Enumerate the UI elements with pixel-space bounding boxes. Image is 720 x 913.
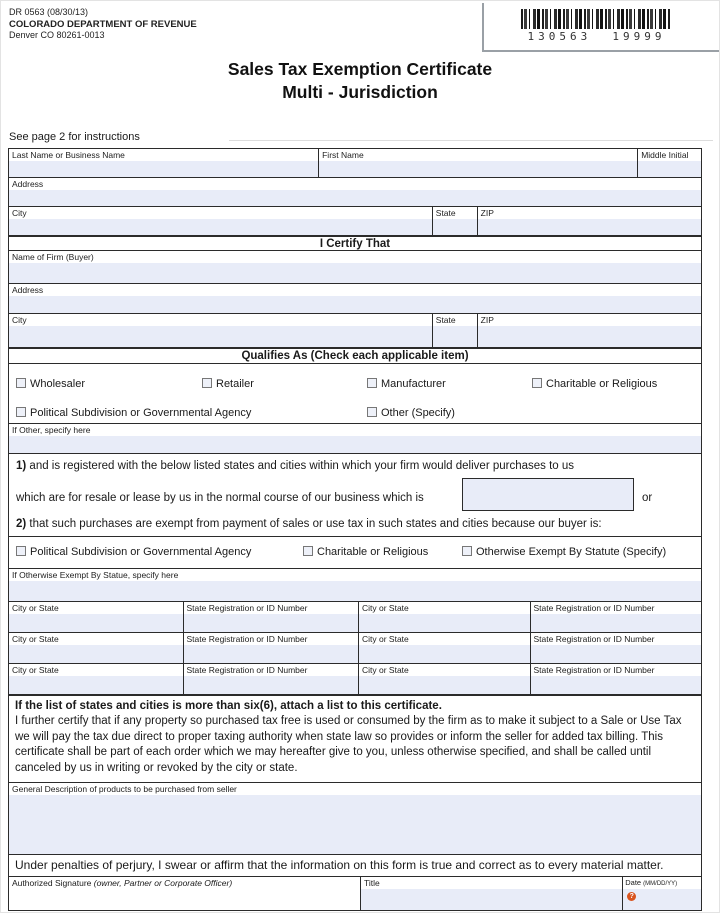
statements-row (9, 454, 701, 537)
firm-state-field[interactable] (433, 314, 478, 347)
firm-city-label: City (12, 315, 27, 325)
firm-zip-field[interactable] (478, 314, 701, 347)
city-state-label: City or State (12, 603, 59, 613)
statement-2-number: 2) (16, 518, 27, 530)
city-state-input[interactable] (9, 614, 183, 632)
certify-header: I Certify That (319, 238, 391, 250)
registration-id-label: State Registration or ID Number (533, 603, 655, 613)
checkbox-label: Retailer (216, 378, 254, 390)
city-state-field[interactable] (359, 633, 531, 663)
date-input[interactable] (623, 889, 701, 910)
applicant-address-label: Address (12, 179, 44, 189)
registration-id-label: State Registration or ID Number (186, 665, 308, 675)
checkbox-icon[interactable] (303, 546, 313, 556)
firm-name-field[interactable] (9, 251, 701, 283)
checkbox-manufacturer[interactable] (367, 378, 446, 390)
last-name-field[interactable] (9, 149, 319, 177)
statement-1 (16, 460, 574, 472)
first-name-label: First Name (322, 150, 364, 160)
registration-id-field[interactable] (531, 633, 702, 663)
registration-id-label: State Registration or ID Number (533, 665, 655, 675)
registration-id-input[interactable] (531, 645, 702, 663)
checkbox-icon[interactable] (16, 407, 26, 417)
firm-address-input[interactable] (9, 296, 701, 313)
agency-header (9, 7, 197, 42)
registration-id-field[interactable] (184, 664, 360, 694)
checkbox-label: Otherwise Exempt By Statute (Specify) (476, 546, 667, 558)
city-state-input[interactable] (359, 614, 530, 632)
agency-address: Denver CO 80261-0013 (9, 30, 105, 40)
statement-1-number: 1) (16, 460, 27, 472)
certify-header-row (9, 236, 701, 251)
registration-id-input[interactable] (531, 676, 702, 694)
applicant-zip-input[interactable] (478, 219, 701, 235)
checkbox-icon[interactable] (367, 378, 377, 388)
checkbox-icon[interactable] (462, 546, 472, 556)
barcode-bracket (482, 3, 719, 52)
city-state-field[interactable] (9, 602, 184, 632)
signature-label (9, 877, 360, 888)
checkbox-icon[interactable] (16, 378, 26, 388)
checkbox-label: Wholesaler (30, 378, 86, 390)
or-text: or (642, 492, 653, 504)
instructions-note: See page 2 for instructions (9, 131, 140, 143)
registration-id-input[interactable] (184, 614, 359, 632)
registration-id-field[interactable] (184, 602, 360, 632)
applicant-city-field[interactable] (9, 207, 433, 235)
if-other-field[interactable] (9, 424, 701, 453)
city-state-field[interactable] (9, 633, 184, 663)
checkbox-wholesaler[interactable] (16, 378, 85, 390)
checkbox-label: Charitable or Religious (546, 378, 658, 390)
checkbox-icon[interactable] (367, 407, 377, 417)
city-state-input[interactable] (359, 676, 530, 694)
statement-1b: which are for resale or lease by us in the normal course of our business which is (16, 492, 424, 504)
last-name-label: Last Name or Business Name (12, 150, 125, 160)
checkbox-charitable[interactable] (532, 378, 657, 390)
registration-id-field[interactable] (184, 633, 360, 663)
city-state-input[interactable] (9, 645, 183, 663)
certification-row (9, 695, 701, 783)
header-rule (229, 140, 713, 141)
description-input[interactable] (9, 795, 701, 854)
if-other-input[interactable] (9, 436, 701, 453)
if-other-label: If Other, specify here (12, 425, 91, 435)
registration-row-3 (9, 664, 701, 695)
statement-2-text: that such purchases are exempt from payment of sales or use tax in such states and cities because our buyer is: (26, 518, 602, 530)
firm-address-row (9, 284, 701, 314)
city-state-input[interactable] (359, 645, 530, 663)
applicant-address-input[interactable] (9, 190, 701, 206)
firm-city-input[interactable] (9, 326, 432, 347)
perjury-statement: Under penalties of perjury, I swear or affirm that the information on this form is true and correct as to every material matter. (15, 858, 664, 872)
registration-id-input[interactable] (184, 645, 359, 663)
applicant-city-input[interactable] (9, 219, 432, 235)
applicant-city-row (9, 207, 701, 236)
registration-id-label: State Registration or ID Number (186, 603, 308, 613)
checkbox-icon[interactable] (532, 378, 542, 388)
city-state-label: City or State (12, 665, 59, 675)
exempt-options-row (9, 537, 701, 569)
statement-1-text: and is registered with the below listed states and cities within which your firm would deliver purchases to us (26, 460, 575, 472)
applicant-state-input[interactable] (433, 219, 477, 235)
if-other-row (9, 424, 701, 454)
applicant-zip-label: ZIP (480, 208, 494, 218)
checkbox-label: Political Subdivision or Governmental Agency (30, 407, 252, 419)
firm-state-input[interactable] (433, 326, 477, 347)
city-state-field[interactable] (359, 664, 531, 694)
signature-field[interactable] (9, 877, 361, 910)
firm-zip-input[interactable] (478, 326, 701, 347)
description-label: General Description of products to be purchased from seller (12, 784, 237, 794)
qualifies-header: Qualifies As (Check each applicable item) (241, 350, 469, 362)
middle-initial-label: Middle Initial (641, 150, 689, 160)
firm-zip-label: ZIP (480, 315, 494, 325)
registration-id-input[interactable] (531, 614, 702, 632)
registration-id-label: State Registration or ID Number (186, 634, 308, 644)
middle-initial-field[interactable] (638, 149, 701, 177)
help-icon[interactable]: ? (627, 892, 636, 901)
firm-city-row (9, 314, 701, 348)
description-row (9, 783, 701, 855)
city-state-label: City or State (362, 603, 409, 613)
qualifies-header-row (9, 348, 701, 364)
certification-paragraph: I further certify that if any property so purchased tax free is used or consumed by the firm as to make it subject to a Sale or Use Tax we will pay the tax due direct to proper taxing authority when state law so provides or inform the seller for added tax billing. This certificate shall be part of each order which we may hereafter give to you, unless otherwise specified, and shall be called until canceled by us in writing or revoked by the city or state. (15, 715, 682, 774)
firm-city-field[interactable] (9, 314, 433, 347)
checkbox-exempt-political[interactable] (16, 546, 251, 558)
certification-block (9, 696, 701, 782)
checkbox-label: Political Subdivision or Governmental Agency (30, 546, 252, 558)
signature-label-main: Authorized Signature (12, 878, 94, 888)
signature-label-sub: (owner, Partner or Corporate Officer) (93, 878, 233, 888)
checkbox-label: Other (Specify) (381, 407, 455, 419)
firm-address-field[interactable] (9, 284, 701, 313)
title-input[interactable] (361, 889, 622, 910)
barcode-icon (521, 9, 671, 29)
if-otherwise-input[interactable] (9, 581, 701, 601)
page-title-line1: Sales Tax Exemption Certificate (227, 59, 493, 79)
qualifies-options-row (9, 364, 701, 424)
city-state-input[interactable] (9, 676, 183, 694)
form-body (8, 148, 702, 911)
description-field[interactable] (9, 783, 701, 854)
registration-id-label: State Registration or ID Number (533, 634, 655, 644)
applicant-state-label: State (435, 208, 456, 218)
firm-name-input[interactable] (9, 263, 701, 283)
city-state-field[interactable] (9, 664, 184, 694)
checkbox-label: Charitable or Religious (317, 546, 429, 558)
first-name-input[interactable] (319, 161, 637, 177)
checkbox-icon[interactable] (16, 546, 26, 556)
page-title-line2: Multi - Jurisdiction (282, 82, 438, 102)
title-label: Title (363, 878, 380, 888)
registration-id-field[interactable] (531, 664, 702, 694)
applicant-zip-field[interactable] (478, 207, 701, 235)
barcode-number: 130563 19999 (527, 30, 666, 43)
date-label (623, 877, 701, 887)
first-name-field[interactable] (319, 149, 638, 177)
if-otherwise-label: If Otherwise Exempt By Statue, specify here (12, 570, 179, 580)
perjury-row (9, 855, 701, 877)
applicant-city-label: City (12, 208, 27, 218)
registration-id-input[interactable] (184, 676, 359, 694)
statement-2 (16, 518, 602, 530)
applicant-state-field[interactable] (433, 207, 478, 235)
firm-address-label: Address (12, 285, 44, 295)
registration-id-field[interactable] (531, 602, 702, 632)
firm-row (9, 251, 701, 284)
firm-state-label: State (435, 315, 456, 325)
signature-row (9, 877, 701, 910)
city-state-field[interactable] (359, 602, 531, 632)
checkbox-political-subdivision[interactable] (16, 407, 251, 419)
registration-row-1 (9, 602, 701, 633)
checkbox-label: Manufacturer (381, 378, 446, 390)
date-field[interactable] (623, 877, 701, 910)
checkbox-icon[interactable] (202, 378, 212, 388)
agency-name: COLORADO DEPARTMENT OF REVENUE (9, 18, 197, 30)
page-title (1, 58, 719, 104)
date-label-main: Date (625, 878, 644, 887)
business-type-input[interactable] (462, 478, 634, 511)
title-field[interactable] (361, 877, 623, 910)
attach-list-note: If the list of states and cities is more than six(6), attach a list to this certificate. (15, 700, 442, 712)
checkbox-retailer[interactable] (202, 378, 254, 390)
applicant-address-field[interactable] (9, 178, 701, 206)
firm-name-label: Name of Firm (Buyer) (12, 252, 94, 262)
city-state-label: City or State (362, 634, 409, 644)
registration-row-2 (9, 633, 701, 664)
form-number: DR 0563 (08/30/13) (9, 7, 89, 17)
checkbox-exempt-charitable[interactable] (303, 546, 428, 558)
date-format-label: (MM/DD/YY) (643, 881, 678, 887)
applicant-address-row (9, 178, 701, 207)
city-state-label: City or State (362, 665, 409, 675)
applicant-name-row (9, 149, 701, 178)
checkbox-other[interactable] (367, 407, 455, 419)
middle-initial-input[interactable] (638, 161, 701, 177)
city-state-label: City or State (12, 634, 59, 644)
checkbox-exempt-statute[interactable] (462, 546, 666, 558)
if-otherwise-row (9, 569, 701, 602)
if-otherwise-field[interactable] (9, 569, 701, 601)
last-name-input[interactable] (9, 161, 318, 177)
